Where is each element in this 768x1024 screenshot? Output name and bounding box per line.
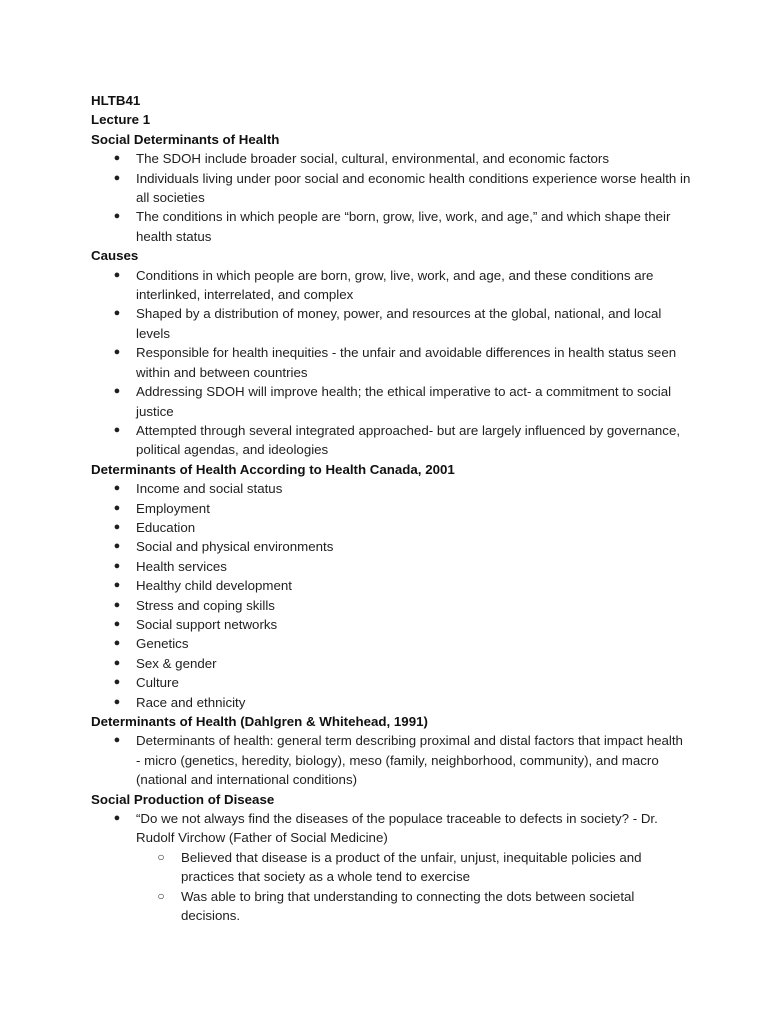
bullet-icon: ● xyxy=(113,171,121,184)
list-item-text: Culture xyxy=(136,675,179,691)
sub-list-item-text: Believed that disease is a product of the unfair, unjust, inequitable policies and practices that society as a whole tend to exercise xyxy=(181,849,642,885)
bullet-icon: ● xyxy=(113,617,121,630)
bullet-icon: ● xyxy=(113,482,121,495)
bullet-icon: ● xyxy=(113,346,121,359)
sub-list-item-text: Was able to bring that understanding to connecting the dots between societal decisions. xyxy=(181,888,635,924)
bullet-icon: ● xyxy=(113,734,121,747)
list-item xyxy=(91,207,691,246)
list-item-text: Genetics xyxy=(136,636,189,652)
list-item-text: Income and social status xyxy=(136,481,283,497)
bullet-icon: ● xyxy=(113,540,121,553)
bullet-icon: ● xyxy=(113,520,121,533)
bullet-icon: ● xyxy=(113,423,121,436)
list-item-text: Healthy child development xyxy=(136,578,292,594)
list-item-text: Employment xyxy=(136,500,210,516)
list-item xyxy=(91,382,691,421)
list-item xyxy=(91,149,691,168)
hollow-bullet-icon: ○ xyxy=(157,849,165,864)
sub-list-item xyxy=(136,887,691,926)
list-item-text: Race and ethnicity xyxy=(136,694,246,710)
list-item-text: Attempted through several integrated approached- but are largely influenced by governance, political agendas, and ideologies xyxy=(136,422,681,458)
bullet-icon: ● xyxy=(113,598,121,611)
list-item-text: Sex & gender xyxy=(136,655,217,671)
list-item xyxy=(91,557,691,576)
bullet-icon: ● xyxy=(113,307,121,320)
section-heading: Social Determinants of Health xyxy=(91,131,280,147)
list-item xyxy=(91,537,691,556)
list-item xyxy=(91,499,691,518)
section-heading: Determinants of Health (Dahlgren & Whitehead, 1991) xyxy=(91,714,428,729)
list-item-text: Conditions in which people are born, grow, live, work, and age, and these conditions are interlinked, interrelated, and complex xyxy=(136,267,654,303)
list-item-text: Social and physical environments xyxy=(136,539,334,555)
bullet-icon: ● xyxy=(113,152,121,165)
list-item xyxy=(91,809,691,925)
list-item-text: The conditions in which people are “born, grow, live, work, and age,” and which shape their health status xyxy=(136,209,671,244)
bullet-icon: ● xyxy=(113,656,121,669)
bullet-icon: ● xyxy=(113,385,121,398)
bullet-icon: ● xyxy=(113,501,121,514)
bullet-icon: ● xyxy=(113,579,121,592)
list-item-text: Social support networks xyxy=(136,616,278,632)
list-item-text: Responsible for health inequities - the unfair and avoidable differences in health status seen within and between countries xyxy=(136,345,677,380)
list-item-text: “Do we not always find the diseases of the populace traceable to defects in society? - Dr. Rudolf Virchow (Father of Social Medicine) xyxy=(136,811,658,846)
sub-list-item xyxy=(136,848,691,887)
section-heading: Causes xyxy=(91,248,139,264)
list-item xyxy=(91,673,691,692)
list-item-text: Individuals living under poor social and economic health conditions experience worse health in all societies xyxy=(136,170,691,206)
list-item xyxy=(91,615,691,634)
list-item xyxy=(91,731,691,789)
document-body xyxy=(91,130,691,926)
list-item xyxy=(91,343,691,382)
hollow-bullet-icon: ○ xyxy=(157,888,165,903)
list-item-text: The SDOH include broader social, cultural, environmental, and economic factors xyxy=(136,151,610,167)
bullet-icon: ● xyxy=(113,637,121,650)
list-item xyxy=(91,654,691,673)
document-page xyxy=(91,91,691,925)
bullet-list xyxy=(91,731,691,789)
section-heading: Social Production of Disease xyxy=(91,791,275,807)
list-item-text: Stress and coping skills xyxy=(136,597,275,613)
list-item xyxy=(91,169,691,208)
bullet-icon: ● xyxy=(113,676,121,689)
lecture-title: Lecture 1 xyxy=(91,112,151,128)
bullet-list xyxy=(91,149,691,246)
sub-bullet-list xyxy=(136,848,691,926)
list-item xyxy=(91,518,691,537)
list-item-text: Education xyxy=(136,519,196,535)
list-item xyxy=(91,421,691,460)
bullet-icon: ● xyxy=(113,210,121,223)
bullet-list xyxy=(91,266,691,460)
list-item xyxy=(91,596,691,615)
list-item-text: Determinants of health: general term describing proximal and distal factors that impact health - micro (genetics, heredity, biology), meso (family, neighborhood, community), and macro (national and international conditions) xyxy=(136,733,683,788)
list-item xyxy=(91,479,691,498)
bullet-icon: ● xyxy=(113,559,121,572)
list-item-text: Health services xyxy=(136,558,227,574)
list-item xyxy=(91,266,691,305)
list-item xyxy=(91,576,691,595)
list-item xyxy=(91,304,691,343)
course-code: HLTB41 xyxy=(91,93,141,108)
bullet-icon: ● xyxy=(113,268,121,281)
list-item xyxy=(91,693,691,712)
bullet-list xyxy=(91,809,691,925)
list-item-text: Shaped by a distribution of money, power, and resources at the global, national, and local levels xyxy=(136,306,662,341)
section-heading: Determinants of Health According to Health Canada, 2001 xyxy=(91,461,455,477)
bullet-list xyxy=(91,479,691,712)
list-item-text: Addressing SDOH will improve health; the ethical imperative to act- a commitment to social justice xyxy=(136,384,672,419)
bullet-icon: ● xyxy=(113,812,121,825)
list-item xyxy=(91,634,691,653)
bullet-icon: ● xyxy=(113,695,121,708)
